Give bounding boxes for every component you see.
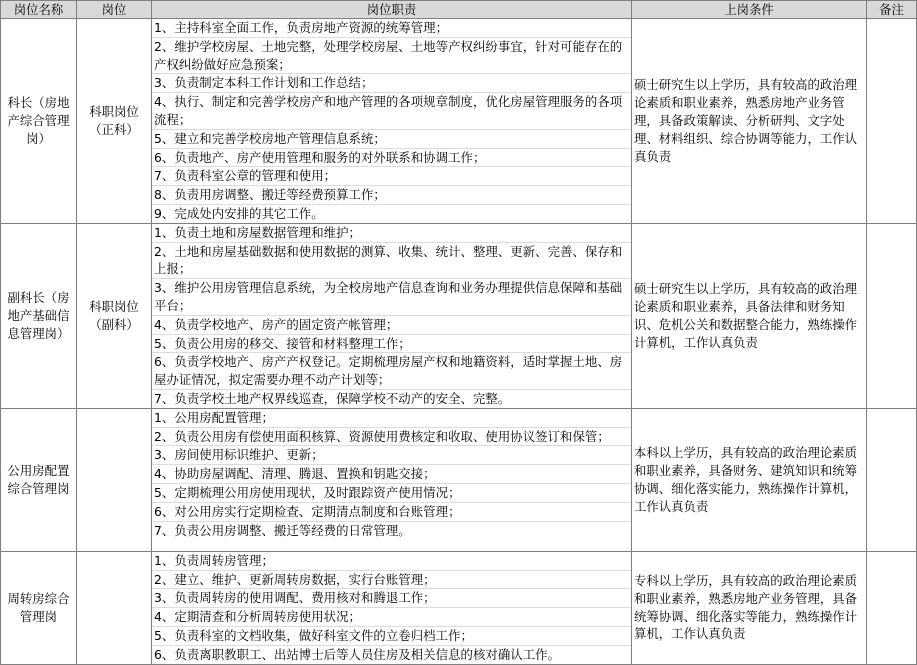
- duty-item: 4、负责学校地产、房产的固定资产帐管理；: [152, 316, 631, 335]
- duty-item: 6、对公用房实行定期检查、定期清点制度和台账管理；: [152, 503, 631, 522]
- header-note: 备注: [867, 1, 917, 19]
- duty-item: 3、负责周转房的使用调配、费用核对和腾退工作；: [152, 589, 631, 608]
- duty-item: 5、定期梳理公用房使用现状，及时跟踪资产使用情况；: [152, 484, 631, 503]
- duty-item: 3、房间使用标识维护、更新；: [152, 446, 631, 465]
- table-row: [1, 408, 917, 551]
- table-row: [1, 19, 917, 224]
- position-name: 科长（房地产综合管理岗）: [1, 19, 77, 224]
- header-name: 岗位名称: [1, 1, 77, 19]
- position-name: 公用房配置综合管理岗: [1, 408, 77, 551]
- position-level: 科职岗位（正科）: [77, 19, 152, 224]
- duties-cell: [152, 551, 632, 664]
- duty-item: 6、负责学校地产、房产产权登记。定期梳理房屋产权和地籍资料，适时掌握土地、房屋办证情况，拟定需要办理不动产计划等；: [152, 353, 631, 390]
- duty-item: 3、维护公用房管理信息系统，为全校房地产信息查询和业务办理提供信息保障和基础平台；: [152, 279, 631, 316]
- note-cell: [867, 223, 917, 408]
- duty-item: 6、负责离职教职工、出站博士后等人员住房及相关信息的核对确认工作。: [154, 646, 561, 662]
- duty-item: 5、建立和完善学校房地产管理信息系统；: [152, 130, 631, 149]
- conditions-cell: 专科以上学历，具有较高的政治理论素质和职业素养，熟悉房地产业务管理，具备统筹协调、细化落实等能力，熟练操作计算机，工作认真负责: [632, 551, 867, 664]
- duties-cell: [152, 223, 632, 408]
- header-row: [1, 1, 917, 19]
- note-cell: [867, 408, 917, 551]
- duties-cell: [152, 19, 632, 224]
- duty-item: 7、负责公用房调整、搬迁等经费的日常管理。: [154, 522, 411, 538]
- duty-item: 2、土地和房屋基础数据和使用数据的测算、收集、统计、整理、更新、完善、保存和上报；: [152, 243, 631, 280]
- conditions-cell: 本科以上学历，具有较高的政治理论素质和职业素养，具备财务、建筑知识和统筹协调、细化落实能力，熟练操作计算机，工作认真负责: [632, 408, 867, 551]
- duty-item: 2、建立、维护、更新周转房数据，实行台账管理；: [152, 571, 631, 590]
- duty-item: 1、主持科室全面工作，负责房地产资源的统筹管理；: [152, 19, 631, 38]
- duty-item: 9、完成处内安排的其它工作。: [154, 205, 324, 221]
- duty-item: 8、负责用房调整、搬迁等经费预算工作；: [152, 186, 631, 205]
- duty-item: 4、定期清查和分析周转房使用状况；: [152, 608, 631, 627]
- conditions-cell: 硕士研究生以上学历，具有较高的政治理论素质和职业素养，具备法律和财务知识、危机公关和数据整合能力，熟练操作计算机，工作认真负责: [632, 223, 867, 408]
- duty-item: 5、负责科室的文档收集，做好科室文件的立卷归档工作；: [152, 627, 631, 646]
- duty-item: 4、协助房屋调配、清理、腾退、置换和钥匙交接；: [152, 465, 631, 484]
- header-level: 岗位: [77, 1, 152, 19]
- header-conditions: 上岗条件: [632, 1, 867, 19]
- duty-item: 7、负责科室公章的管理和使用；: [152, 167, 631, 186]
- duty-item: 4、执行、制定和完善学校房产和地产管理的各项规章制度，优化房屋管理服务的各项流程；: [152, 93, 631, 130]
- duty-item: 7、负责学校土地产权界线巡查，保障学校不动产的安全、完整。: [154, 390, 511, 406]
- position-level: [77, 551, 152, 664]
- duty-item: 5、负责公用房的移交、接管和材料整理工作；: [152, 335, 631, 354]
- note-cell: [867, 19, 917, 224]
- duty-item: 6、负责地产、房产使用管理和服务的对外联系和协调工作；: [152, 149, 631, 168]
- position-name: 副科长（房地产基础信息管理岗）: [1, 223, 77, 408]
- position-name: 周转房综合管理岗: [1, 551, 77, 664]
- duty-item: 3、负责制定本科工作计划和工作总结；: [152, 74, 631, 93]
- position-level: [77, 408, 152, 551]
- duty-item: 2、维护学校房屋、土地完整，处理学校房屋、土地等产权纠纷事宜，针对可能存在的产权纠纷做好应急预案；: [152, 38, 631, 75]
- header-duties: 岗位职责: [152, 1, 632, 19]
- duties-cell: [152, 408, 632, 551]
- conditions-cell: 硕士研究生以上学历，具有较高的政治理论素质和职业素养，熟悉房地产业务管理，具备政策解读、分析研判、文字处理、材料组织、综合协调等能力，工作认真负责: [632, 19, 867, 224]
- note-cell: [867, 551, 917, 664]
- position-level: 科职岗位（副科）: [77, 223, 152, 408]
- table-row: [1, 223, 917, 408]
- duty-item: 1、负责周转房管理；: [152, 552, 631, 571]
- duty-item: 2、负责公用房有偿使用面积核算、资源使用费核定和收取、使用协议签订和保管；: [152, 428, 631, 447]
- duty-item: 1、公用房配置管理；: [152, 409, 631, 428]
- duty-item: 1、负责土地和房屋数据管理和维护；: [152, 224, 631, 243]
- table-row: [1, 551, 917, 664]
